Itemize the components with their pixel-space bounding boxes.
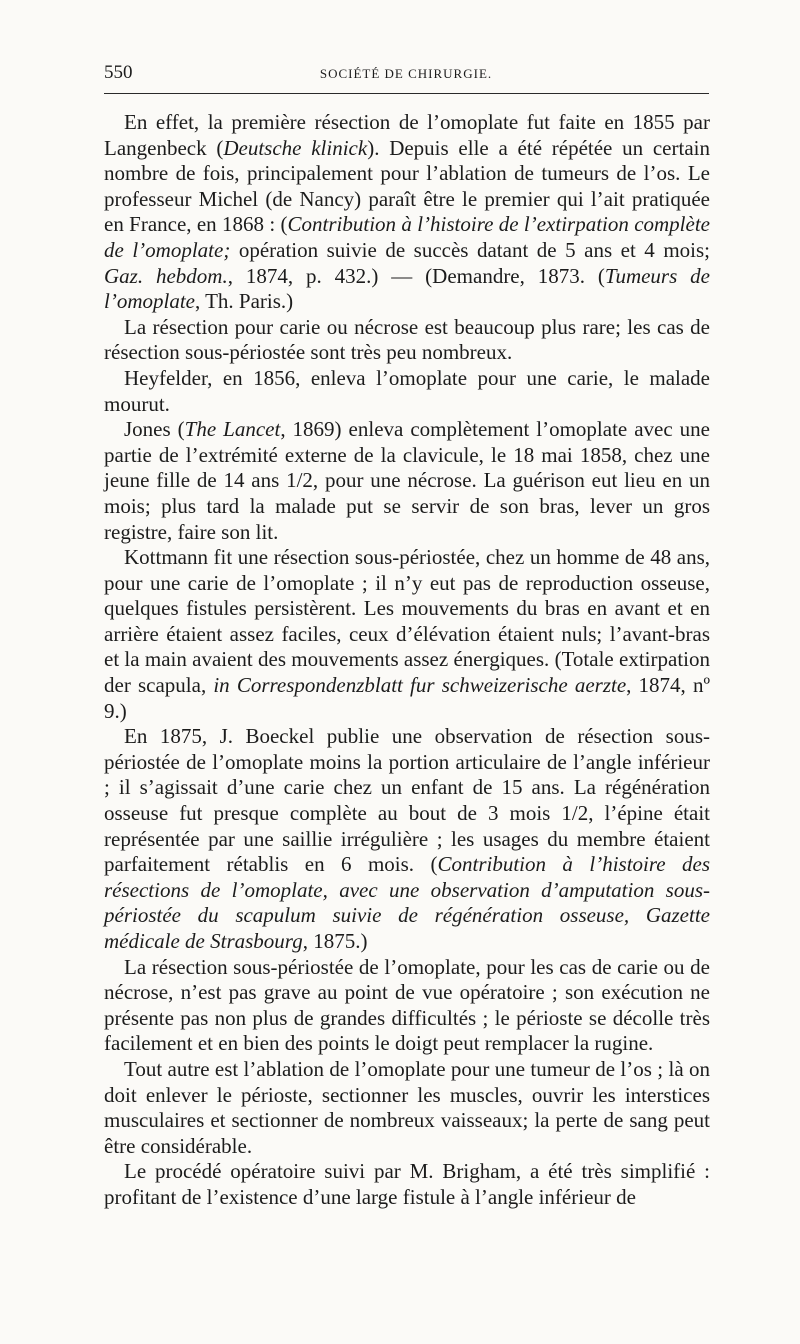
italic-run: Gaz. hebdom. bbox=[104, 263, 228, 288]
paragraph bbox=[104, 545, 710, 724]
text-run: , 1869) enleva complètement l’omoplate avec une partie de l’extrémité externe de la clavicule, le 18 mai 1858, chez une jeune fille de 14 ans 1/2, pour une nécrose. La guérison eut lieu en un mois; plus tard la malade put se servir de son bras, lever un gros registre, faire son lit. bbox=[104, 417, 710, 544]
paragraph bbox=[104, 1057, 710, 1159]
italic-run: The Lancet bbox=[184, 417, 281, 442]
text-run: La résection sous-périostée de l’omoplate, pour les cas de carie ou de nécrose, n’est pas grave au point de vue opératoire ; son exécution ne présente pas non plus de grandes difficultés ; le périoste se décolle très facilement et en bien des points le doigt peut remplacer la rugine. bbox=[104, 954, 710, 1056]
paragraph bbox=[104, 366, 710, 417]
text-run: La résection pour carie ou nécrose est beaucoup plus rare; les cas de résection sous-périostée sont très peu nombreux. bbox=[104, 314, 710, 365]
text-run: ). Depuis elle a été répétée un certain nombre de fois, principalement pour l’ablation de tumeurs de l’os. Le professeur Michel (de Nancy) paraît être le premier qui l’ait pratiquée en France, en 1868 : ( bbox=[104, 135, 710, 237]
italic-run: Tumeurs de l’omoplate bbox=[104, 263, 710, 314]
paragraph bbox=[104, 724, 710, 954]
paragraph bbox=[104, 417, 710, 545]
header-rule bbox=[104, 93, 709, 94]
text-run: En 1875, J. Boeckel publie une observation de résection sous-périostée de l’omoplate moins la portion articulaire de l’angle inférieur ; il s’agissait d’une carie chez un enfant de 15 ans. La régénération osseuse fut presque complète au bout de 3 mois 1/2, l’épine était représentée par une saillie irrégulière ; les usages du membre étaient parfaitement rétablis en 6 mois. ( bbox=[104, 724, 710, 877]
italic-run: in Correspondenzblatt fur schweizerische aerzte bbox=[213, 673, 627, 698]
italic-run: Contribution à l’histoire de l’extirpation complète de l’omoplate; bbox=[104, 212, 710, 262]
page-header bbox=[104, 62, 708, 88]
body-text bbox=[104, 110, 710, 1211]
page-number: 550 bbox=[104, 62, 133, 83]
paragraph bbox=[104, 110, 710, 315]
text-run: Heyfelder, en 1856, enleva l’omoplate pour une carie, le malade mourut. bbox=[104, 365, 710, 416]
text-run: , 1874, nº 9.) bbox=[104, 673, 710, 723]
paragraph bbox=[104, 315, 710, 366]
italic-run: Contribution à l’histoire des résections de l’omoplate, avec une observation d’amputation sous-périostée du scapulum suivie de régénération osseuse, Gazette médicale de Strasbourg bbox=[104, 852, 711, 953]
text-run: Le procédé opératoire suivi par M. Brigham, a été très simplifié : profitant de l’existence d’une large fistule à l’angle inférieur de bbox=[104, 1159, 710, 1209]
text-run: Tout autre est l’ablation de l’omoplate pour une tumeur de l’os ; là on doit enlever le périoste, sectionner les muscles, ouvrir les interstices musculaires et sectionner de nombreux vaisseaux; la perte de sang peut être considérable. bbox=[104, 1056, 710, 1158]
paragraph bbox=[104, 1159, 710, 1210]
text-run: opération suivie de succès datant de 5 ans et 4 mois; bbox=[230, 237, 710, 262]
running-head: SOCIÉTÉ DE CHIRURGIE. bbox=[319, 66, 493, 81]
text-run: Kottmann fit une résection sous-périostée, chez un homme de 48 ans, pour une carie de l’omoplate ; il n’y eut pas de reproduction osseuse, quelques fistules persistèrent. Les mouvements du bras en avant et en arrière étaient assez faciles, ceux d’élévation étaient nuls; l’avant-bras et la main avaient des mouvements assez énergiques. (Totale extirpation der scapula, bbox=[104, 545, 710, 698]
text-run: , 1874, p. 432.) — (Demandre, 1873. ( bbox=[227, 263, 605, 288]
text-run: , 1875.) bbox=[302, 929, 368, 953]
text-run: En effet, la première résection de l’omoplate fut faite en 1855 par Langenbeck ( bbox=[104, 110, 710, 160]
text-run: , Th. Paris.) bbox=[194, 289, 294, 314]
text-run: Jones ( bbox=[124, 417, 185, 442]
paragraph bbox=[104, 955, 710, 1057]
italic-run: Deutsche klinick bbox=[223, 135, 368, 160]
